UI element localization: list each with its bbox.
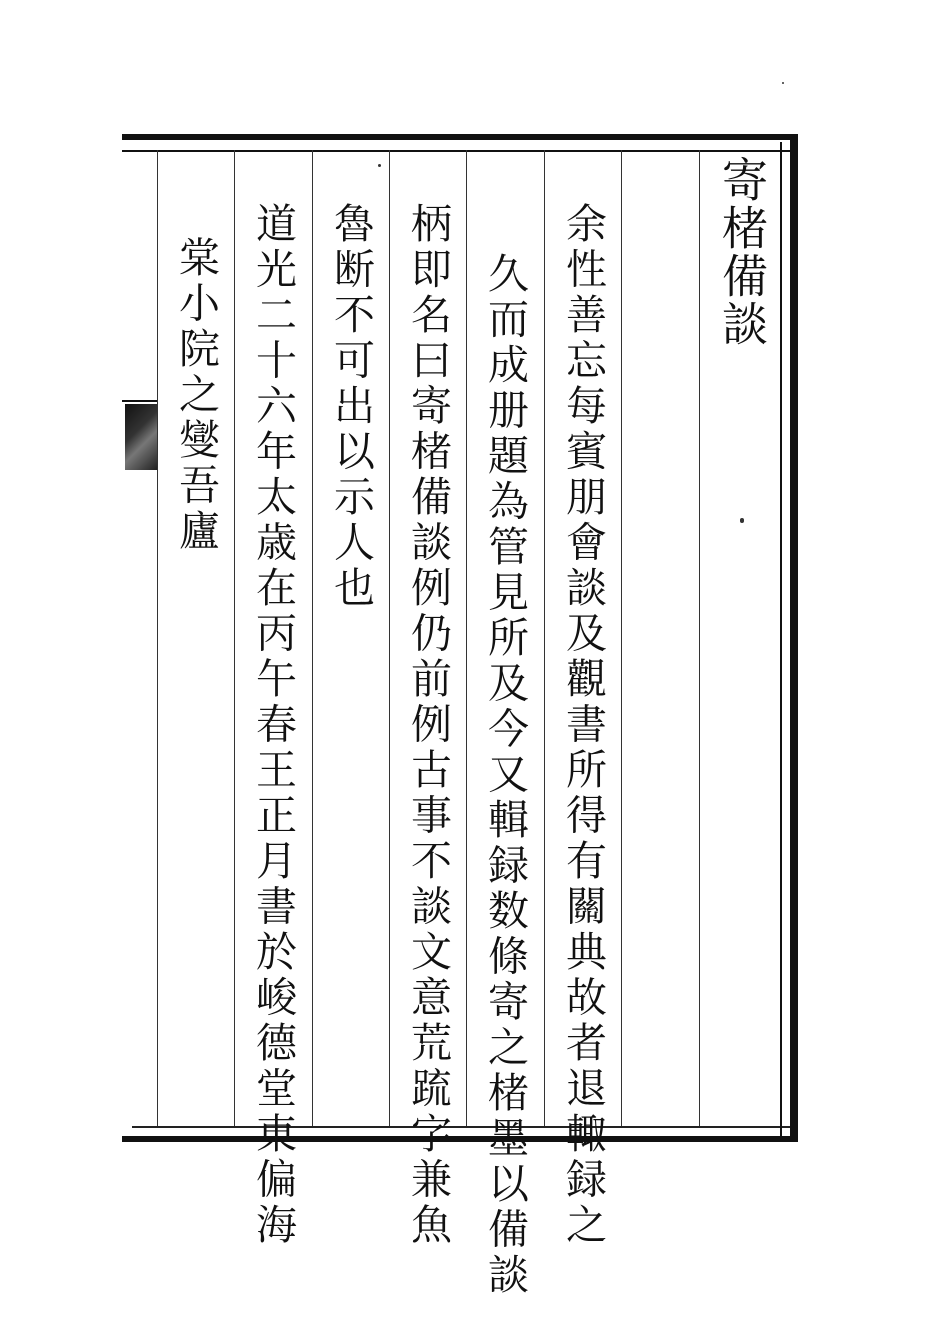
column-rule (312, 150, 313, 1126)
column-rule (157, 150, 158, 1126)
frame-top-rule (122, 150, 790, 152)
column-rule (466, 150, 467, 1126)
book-title: 寄楮備談 (715, 156, 769, 348)
scan-speck (782, 82, 784, 84)
fold-mark-line (122, 400, 158, 402)
column-rule (621, 150, 622, 1126)
column-rule (234, 150, 235, 1126)
fold-mark-icon (125, 404, 157, 470)
frame-inner-right-rule (780, 142, 782, 1136)
preface-column-3: 柄即名曰寄楮備談例仍前例古事不談文意荒䟽字兼魚 (404, 202, 452, 1249)
preface-column-1: 余性善忘每賓朋會談及觀書所得有關典故者退輙録之 (559, 202, 607, 1249)
frame-bottom-rule (132, 1126, 790, 1128)
column-rule (699, 150, 700, 1126)
preface-column-6: 棠小院之燮吾廬 (172, 236, 220, 555)
preface-column-5: 道光二十六年太歳在丙午春王正月書於峻德堂東偏海 (249, 202, 297, 1249)
column-rule (544, 150, 545, 1126)
scan-speck (378, 164, 381, 167)
column-rule (389, 150, 390, 1126)
preface-column-2: 久而成册題為管見所及今又輯録数條寄之楮墨以備談 (481, 252, 529, 1299)
preface-column-4: 魯断不可出以示人也 (327, 202, 375, 612)
scan-speck (740, 518, 744, 523)
